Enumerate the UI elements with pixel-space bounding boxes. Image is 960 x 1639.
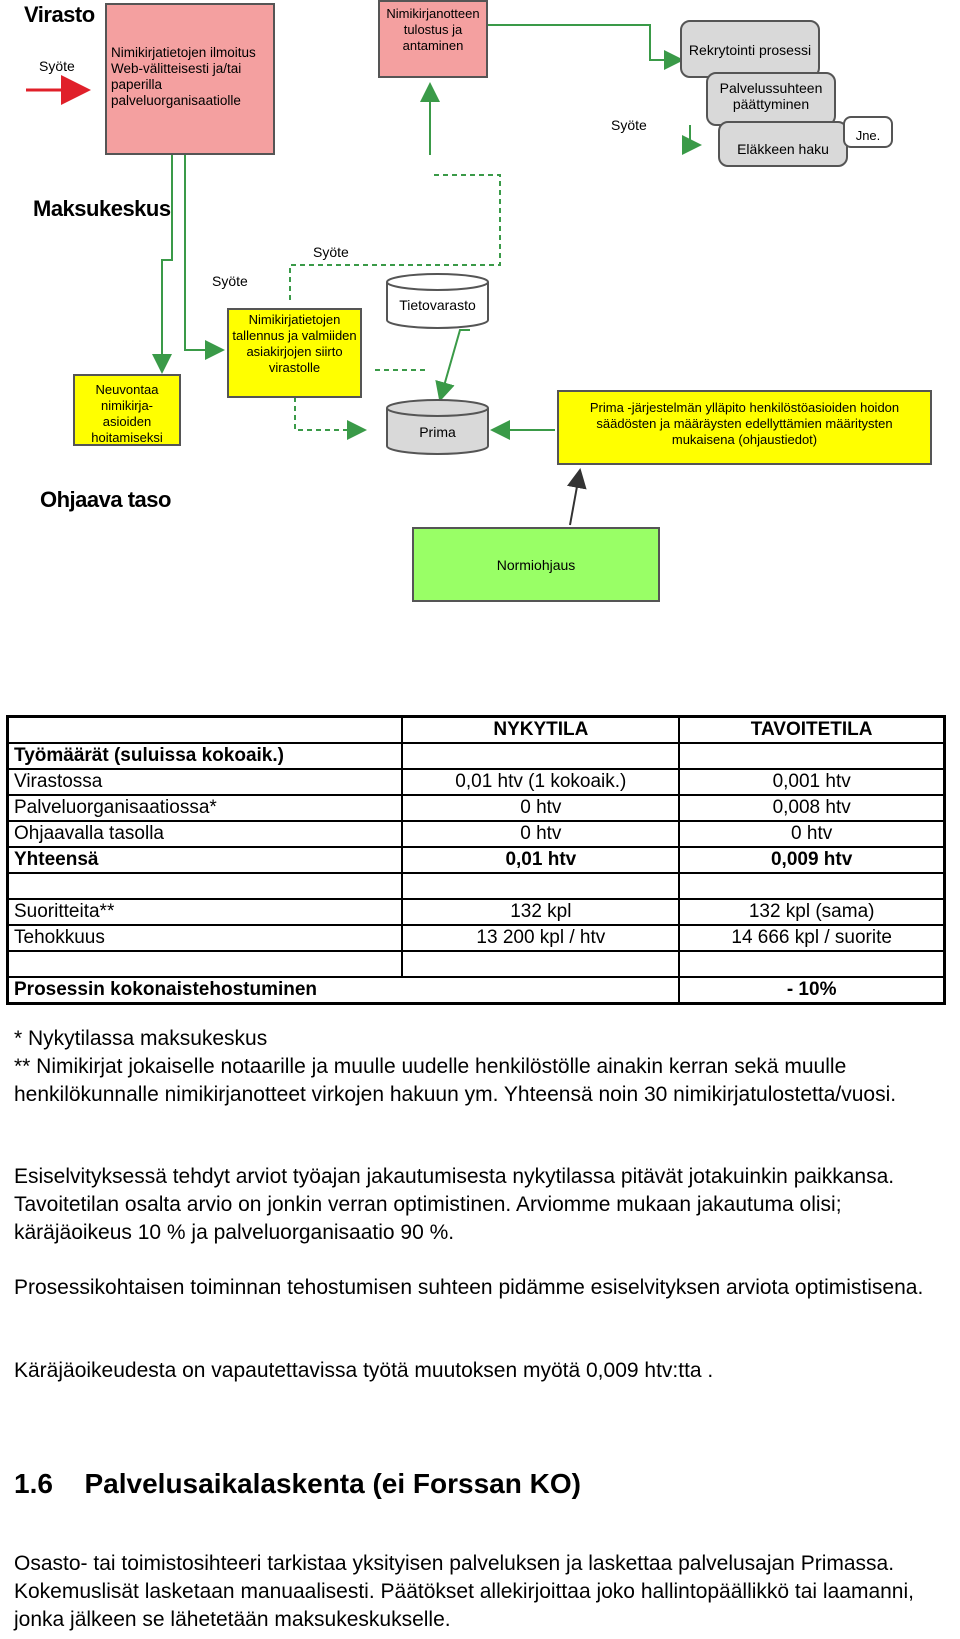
paragraph-3: Käräjäoikeudesta on vapautettavissa työtä muutoksen myötä 0,009 htv:tta . [14,1359,714,1382]
row-now: 0,01 htv (1 kokoaik.) [402,769,679,795]
table-row [8,925,945,951]
row-label [8,951,403,977]
syote-label-mid2: Syöte [212,273,248,289]
total-value: - 10% [679,977,944,1004]
syote-label-right: Syöte [611,117,647,133]
row-target: 0,008 htv [679,795,944,821]
rekrytointi-box [680,20,820,78]
table-row [8,821,945,847]
tallennus-text: Nimikirjatietojen tallennus ja valmiiden asiakirjojen siirto virastolle [232,312,357,375]
elakehaku-box [718,121,848,167]
table-row [8,743,945,769]
lane-maksukeskus: Maksukeskus [33,196,171,221]
row-label: Suoritteita** [8,899,403,925]
rekrytointi-text: Rekrytointi prosessi [688,42,812,58]
row-target: 0 htv [679,821,944,847]
row-target: 14 666 kpl / suorite [679,925,944,951]
prima-db-cylinder [385,398,490,456]
normiohjaus-box [412,527,660,602]
row-target: 132 kpl (sama) [679,899,944,925]
row-now [402,873,679,899]
ilmoitus-box [105,3,275,155]
row-target [679,873,944,899]
prima-yllapito-box [557,390,932,465]
table-row [8,899,945,925]
arrow-ilmoitus-neuvonta [162,155,172,372]
section-title: Palvelusaikalaskenta (ei Forssan KO) [84,1468,581,1499]
palvelussuhde-text: Palvelussuhteen päättyminen [719,80,823,112]
tulostus-text: Nimikirjanotteen tulostus ja antaminen [386,6,480,53]
neuvonta-box [73,374,181,446]
row-now: 0 htv [402,821,679,847]
row-label: Yhteensä [8,847,403,873]
table-row [8,795,945,821]
syote-label-left: Syöte [39,58,75,74]
row-now [402,743,679,769]
row-now: 13 200 kpl / htv [402,925,679,951]
lane-virasto: Virasto [24,2,95,27]
workload-table [6,715,946,1005]
prima-yllapito-text: Prima -järjestelmän ylläpito henkilöstöasioiden hoidon säädösten ja määräysten edellyttämien määritysten mukaisena (ohjaustiedot) [589,400,900,447]
section-heading [14,1468,581,1500]
ilmoitus-text: Nimikirjatietojen ilmoitus Web-välitteisesti ja/tai paperilla palveluorganisaatiolle [111,45,256,108]
arrow-ilmoitus-tallennus [185,155,223,350]
row-label: Palveluorganisaatiossa* [8,795,403,821]
prima-db-text: Prima [419,424,456,440]
row-target [679,743,944,769]
note-2: ** Nimikirjat jokaiselle notaarille ja muulle uudelle henkilöstölle ainakin kerran sekä muulle henkilökunnalle nimikirjanotteet virkojen hakuun ym. Yhteensä noin 30 nimikirjatulostetta/vuosi. [14,1055,897,1106]
row-now: 0 htv [402,795,679,821]
row-now [402,951,679,977]
paragraph-1: Esiselvityksessä tehdyt arviot työajan jakautumisesta nykytilassa pitävät jotakuinkin paikkansa. Tavoitetilan osalta arvio on jonkin verran optimistinen. Arviomme mukaan jakautuma olisi; käräjäoikeus 10 % ja palveluorganisaatio 90 %. [14,1165,895,1244]
note-1: * Nykytilassa maksukeskus [14,1027,268,1050]
arrow-tallennus-prima [295,397,365,430]
tallennus-box [227,308,362,398]
table-row [8,951,945,977]
tietovarasto-text: Tietovarasto [399,297,476,313]
row-label: Työmäärät (suluissa kokoaik.) [8,743,403,769]
jne-box [843,116,893,148]
tietovarasto-cylinder [385,272,490,330]
arrow-normiohjaus-yllapito [570,470,580,525]
header-nykytila: NYKYTILA [402,717,679,744]
row-label: Virastossa [8,769,403,795]
row-label [8,873,403,899]
elakehaku-text: Eläkkeen haku [737,141,829,157]
jne-text: Jne. [855,128,881,143]
table-row [8,769,945,795]
row-target: 0,009 htv [679,847,944,873]
row-target: 0,001 htv [679,769,944,795]
section-number: 1.6 [14,1468,53,1499]
table-header-empty [8,717,403,744]
neuvonta-text: Neuvontaa nimikirja-asioiden hoitamiseksi [91,382,163,445]
tulostus-box [378,0,488,78]
table-row [8,873,945,899]
header-tavoitetila: TAVOITETILA [679,717,944,744]
row-now: 132 kpl [402,899,679,925]
row-label: Ohjaavalla tasolla [8,821,403,847]
row-label: Tehokkuus [8,925,403,951]
arrow-syote-right [690,125,700,145]
row-target [679,951,944,977]
arrow-tietovarasto-prima [440,330,470,400]
syote-label-mid1: Syöte [313,244,349,260]
palvelussuhde-box [706,72,836,126]
lane-ohjaava-taso: Ohjaava taso [40,487,171,512]
section-body: Osasto- tai toimistosihteeri tarkistaa yksityisen palveluksen ja laskettaa palvelusajan Primassa. Kokemuslisät lasketaan manuaalisesti. Päätökset allekirjoittaa joko hallintopäällikkö tai laamanni, jonka jälkeen se lähetetään maksukeskukselle. [14,1552,914,1631]
table-total-row [8,977,945,1004]
table-header-row [8,717,945,744]
paragraph-2: Prosessikohtaisen toiminnan tehostumisen suhteen pidämme esiselvityksen arviota optimistisena. [14,1276,924,1299]
total-label: Prosessin kokonaistehostuminen [8,977,680,1004]
normiohjaus-text: Normiohjaus [496,557,576,573]
table-row [8,847,945,873]
row-now: 0,01 htv [402,847,679,873]
